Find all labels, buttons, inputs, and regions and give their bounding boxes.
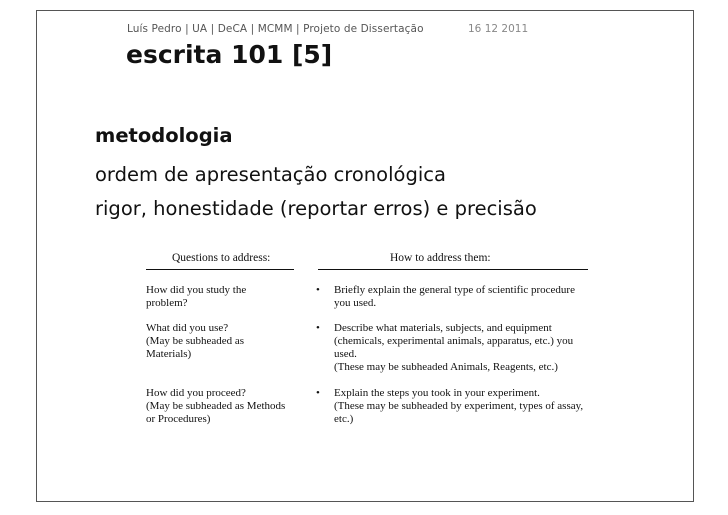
table-question: How did you study the problem?	[146, 284, 247, 309]
author-line: Luís Pedro | UA | DeCA | MCMM | Projeto de Dissertação	[127, 23, 424, 35]
bullet-icon: •	[316, 322, 320, 334]
bullet-icon: •	[316, 387, 320, 399]
table-answer: Explain the steps you took in your experiment. (These may be subheaded by experiment, types of assay, etc.)	[334, 387, 584, 425]
slide-title: escrita 101 [5]	[126, 40, 333, 69]
slide-frame	[36, 10, 694, 502]
heading-rule-right	[318, 269, 588, 270]
body-heading: metodologia	[95, 124, 233, 147]
table-heading-questions: Questions to address:	[172, 252, 271, 264]
body-line-chronological: ordem de apresentação cronológica	[95, 163, 446, 186]
slide-date: 16 12 2011	[468, 23, 529, 35]
table-answer: Describe what materials, subjects, and equipment (chemicals, experimental animals, apparatus, etc.) you used. (These may be subheaded Animals, Reagents, etc.)	[334, 322, 574, 373]
body-line-rigor: rigor, honestidade (reportar erros) e precisão	[95, 197, 537, 220]
heading-rule-left	[146, 269, 294, 270]
table-question: How did you proceed? (May be subheaded as Methods or Procedures)	[146, 387, 286, 425]
table-heading-how: How to address them:	[390, 252, 491, 264]
table-question: What did you use? (May be subheaded as Materials)	[146, 322, 245, 360]
table-answer: Briefly explain the general type of scientific procedure you used.	[334, 284, 575, 309]
bullet-icon: •	[316, 284, 320, 296]
